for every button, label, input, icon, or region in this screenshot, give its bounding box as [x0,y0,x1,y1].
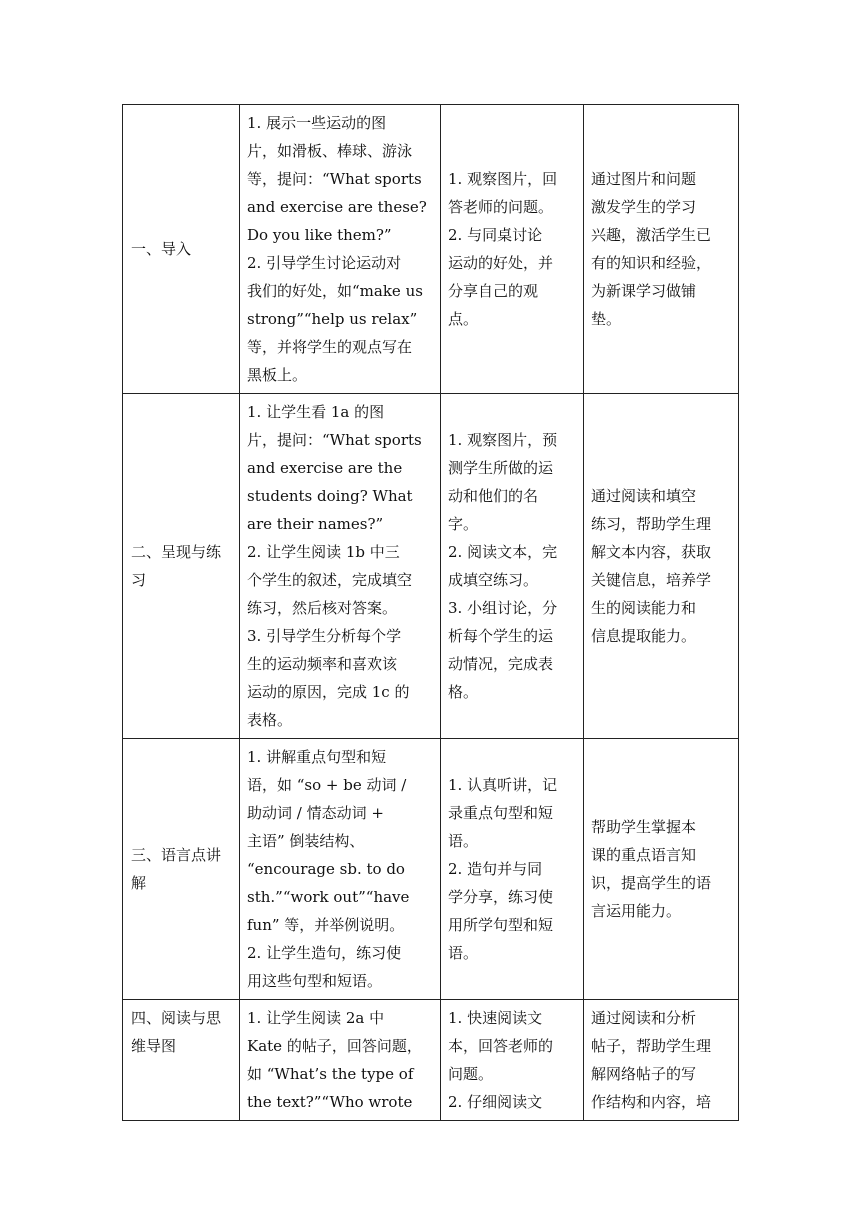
cell-line: 片，如滑板、棒球、游泳 [247,142,413,160]
cell-line: 2. 让学生造句，练习使 [247,944,402,962]
teacher-activity-cell [240,739,441,1000]
cell-line: 等，提问：“What sports [247,170,422,188]
cell-line: 1. 展示一些运动的图 [247,114,387,132]
cell-line: 激发学生的学习 [591,198,697,216]
cell-line: 帖子，帮助学生理 [591,1037,712,1055]
cell-line: 学分享，练习使 [448,888,554,906]
cell-line: 分享自己的观 [448,282,539,300]
cell-line: 一、导入 [131,240,192,258]
cell-line: 动情况，完成表 [448,655,554,673]
cell-line: 3. 小组讨论，分 [448,599,558,617]
cell-line: 2. 仔细阅读文 [448,1093,543,1111]
cell-line: 助动词 / 情态动词 + [247,804,384,822]
cell-line: 1. 让学生阅读 2a 中 [247,1009,385,1027]
cell-line: 通过阅读和填空 [591,487,697,505]
cell-line: 解 [131,874,147,892]
student-activity-cell [441,1000,584,1121]
table-row [123,105,739,394]
cell-line: 课的重点语言知 [591,846,697,864]
cell-line: 运动的原因，完成 1c 的 [247,683,410,701]
cell-line: students doing? What [247,487,413,505]
table-row [123,394,739,739]
cell-line: 2. 阅读文本，完 [448,543,558,561]
teacher-activity-cell [240,1000,441,1121]
cell-line: Kate 的帖子，回答问题， [247,1037,422,1055]
stage-cell [123,739,240,1000]
cell-line: the text?”“Who wrote [247,1093,413,1111]
cell-line: 练习，然后核对答案。 [247,599,398,617]
stage-cell [123,394,240,739]
cell-line: 动和他们的名 [448,487,539,505]
cell-line: 维导图 [131,1037,177,1055]
cell-line: 通过图片和问题 [591,170,697,188]
stage-cell [123,1000,240,1121]
design-intent-cell [584,739,739,1000]
cell-line: 答老师的问题。 [448,198,554,216]
cell-line: 1. 观察图片，预 [448,431,558,449]
cell-line: strong”“help us relax” [247,310,418,328]
cell-line: 字。 [448,515,479,533]
cell-line: 主语” 倒装结构、 [247,832,365,850]
lesson-plan-table [122,104,739,1121]
student-activity-cell [441,105,584,394]
cell-line: and exercise are these? [247,198,427,216]
cell-line: fun” 等，并举例说明。 [247,916,405,934]
cell-line: 三、语言点讲 [131,846,222,864]
cell-line: 1. 观察图片，回 [448,170,558,188]
cell-line: 识，提高学生的语 [591,874,712,892]
cell-line: 1. 让学生看 1a 的图 [247,403,385,421]
cell-line: 运动的好处，并 [448,254,554,272]
cell-line: 兴趣，激活学生已 [591,226,712,244]
cell-line: 信息提取能力。 [591,627,697,645]
cell-line: 用所学句型和短 [448,916,554,934]
cell-line: 四、阅读与思 [131,1009,222,1027]
teacher-activity-cell [240,394,441,739]
student-activity-cell [441,394,584,739]
design-intent-cell [584,105,739,394]
cell-line: are their names?” [247,515,384,533]
cell-line: 2. 与同桌讨论 [448,226,543,244]
cell-line: 1. 快速阅读文 [448,1009,543,1027]
cell-line: 帮助学生掌握本 [591,818,697,836]
cell-line: 练习，帮助学生理 [591,515,712,533]
cell-line: 格。 [448,683,479,701]
teacher-activity-cell [240,105,441,394]
cell-line: 习 [131,571,147,589]
cell-line: 2. 造句并与同 [448,860,543,878]
cell-line: 我们的好处，如“make us [247,282,423,300]
cell-line: 有的知识和经验， [591,254,712,272]
cell-line: 片，提问：“What sports [247,431,422,449]
cell-line: and exercise are the [247,459,403,477]
cell-line: “encourage sb. to do [247,860,405,878]
design-intent-cell [584,394,739,739]
cell-line: 2. 让学生阅读 1b 中三 [247,543,400,561]
cell-line: 语。 [448,832,479,850]
cell-line: 为新课学习做铺 [591,282,697,300]
cell-line: 言运用能力。 [591,902,682,920]
cell-line: 3. 引导学生分析每个学 [247,627,402,645]
cell-line: 等，并将学生的观点写在 [247,338,413,356]
cell-line: 本，回答老师的 [448,1037,554,1055]
cell-line: 作结构和内容，培 [591,1093,712,1111]
cell-line: 问题。 [448,1065,494,1083]
cell-line: 1. 认真听讲，记 [448,776,558,794]
cell-line: 二、呈现与练 [131,543,222,561]
table-row [123,1000,739,1121]
cell-line: 生的阅读能力和 [591,599,697,617]
cell-line: 解网络帖子的写 [591,1065,697,1083]
cell-line: 用这些句型和短语。 [247,972,383,990]
table-row [123,739,739,1000]
student-activity-cell [441,739,584,1000]
stage-cell [123,105,240,394]
cell-line: 析每个学生的运 [448,627,554,645]
design-intent-cell [584,1000,739,1121]
cell-line: 语。 [448,944,479,962]
cell-line: 垫。 [591,310,622,328]
cell-line: sth.”“work out”“have [247,888,410,906]
cell-line: 测学生所做的运 [448,459,554,477]
cell-line: 1. 讲解重点句型和短 [247,748,387,766]
cell-line: 个学生的叙述，完成填空 [247,571,413,589]
cell-line: 点。 [448,310,479,328]
cell-line: 表格。 [247,711,293,729]
cell-line: 关键信息，培养学 [591,571,712,589]
cell-line: 生的运动频率和喜欢该 [247,655,398,673]
cell-line: Do you like them?” [247,226,392,244]
cell-line: 如 “What’s the type of [247,1065,414,1083]
cell-line: 解文本内容，获取 [591,543,712,561]
cell-line: 语，如 “so + be 动词 / [247,776,407,794]
cell-line: 录重点句型和短 [448,804,554,822]
cell-line: 成填空练习。 [448,571,539,589]
cell-line: 2. 引导学生讨论运动对 [247,254,402,272]
cell-line: 黑板上。 [247,366,308,384]
cell-line: 通过阅读和分析 [591,1009,697,1027]
